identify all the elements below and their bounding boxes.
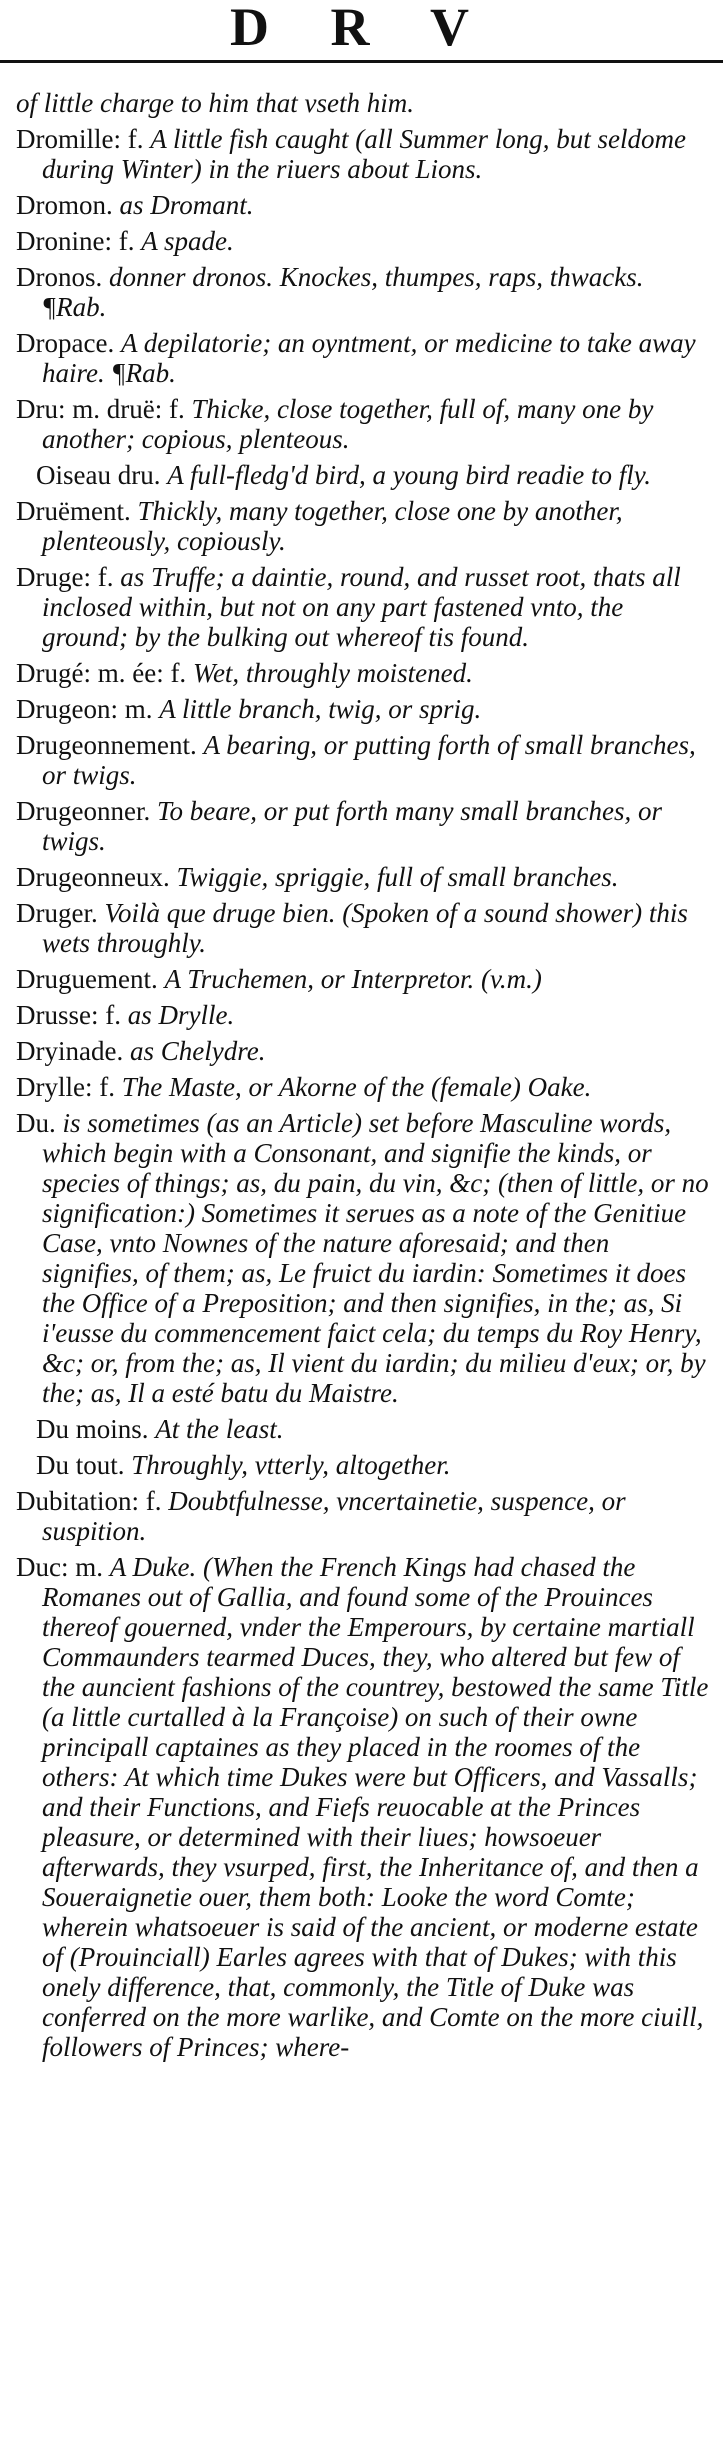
definition: Thicke, close together, full of, many one by another; copious, plenteous. xyxy=(42,394,654,454)
definition: Thickly, many together, close one by another, plenteously, copiously. xyxy=(42,496,623,556)
definition: is sometimes (as an Article) set before Masculine words, which begin with a Consonant, and signifie the kinds, or species of things; as, du pain, du vin, &c; (then of little, or no signification:) Sometimes it serues as a note of the Genitiue Case, vnto Nownes of the nature aforesaid; and then signifies, of them; as, Le fruict du iardin: Sometimes it does the Office of a Preposition; and then signifies, in the; as, Si i'eusse du commencement faict cela; du temps du Roy Henry, &c; or, from the; as, Il vient du iardin; du milieu d'eux; or, by the; as, Il a esté batu du Maistre. xyxy=(42,1108,709,1408)
definition: At the least. xyxy=(155,1414,284,1444)
definition: A Truchemen, or Interpretor. (v.m.) xyxy=(164,964,542,994)
headword: Duc: m. xyxy=(16,1552,103,1582)
headword: Dronine: f. xyxy=(16,226,135,256)
entry xyxy=(16,964,711,994)
entry xyxy=(16,658,711,688)
entry xyxy=(16,1552,711,2062)
entry xyxy=(16,328,711,388)
definition: as Dromant. xyxy=(119,190,254,220)
definition: To beare, or put forth many small branches, or twigs. xyxy=(42,796,662,856)
headword: Drugeon: m. xyxy=(16,694,153,724)
entry xyxy=(16,796,711,856)
definition: A little branch, twig, or sprig. xyxy=(159,694,482,724)
definition: of little charge to him that vseth him. xyxy=(16,88,414,118)
headword: Dru: m. druë: f. xyxy=(16,394,185,424)
definition: as Truffe; a daintie, round, and russet root, thats all inclosed within, but not on any part fastened vnto, the ground; by the bulking out whereof tis found. xyxy=(42,562,681,652)
entry xyxy=(16,88,711,118)
headword: Druge: f. xyxy=(16,562,114,592)
definition: A bearing, or putting forth of small branches, or twigs. xyxy=(42,730,696,790)
entry xyxy=(16,862,711,892)
definition: The Maste, or Akorne of the (female) Oake. xyxy=(121,1072,592,1102)
definition: Throughly, vtterly, altogether. xyxy=(131,1450,451,1480)
headword: Dryinade. xyxy=(16,1036,124,1066)
definition: as Chelydre. xyxy=(129,1036,266,1066)
entry xyxy=(16,226,711,256)
headword: Drylle: f. xyxy=(16,1072,115,1102)
headword: Dromon. xyxy=(16,190,113,220)
entry xyxy=(16,394,711,454)
headword: Drugeonnement. xyxy=(16,730,197,760)
headword: Drugeonner. xyxy=(16,796,151,826)
headword: Druguement. xyxy=(16,964,158,994)
headword: Oiseau dru. xyxy=(36,460,161,490)
entry xyxy=(16,1036,711,1066)
definition: Voilà que druge bien. (Spoken of a sound shower) this wets throughly. xyxy=(42,898,688,958)
headword: Dromille: f. xyxy=(16,124,144,154)
definition: A spade. xyxy=(141,226,234,256)
entry xyxy=(16,262,711,322)
entry xyxy=(16,496,711,556)
entry xyxy=(16,694,711,724)
entry xyxy=(16,190,711,220)
entry xyxy=(16,898,711,958)
entry xyxy=(16,1486,711,1546)
definition: Twiggie, spriggie, full of small branches. xyxy=(176,862,619,892)
sub-entry xyxy=(16,460,711,490)
definition: as Drylle. xyxy=(127,1000,235,1030)
running-head: D R V xyxy=(229,0,493,57)
sub-entry xyxy=(16,1450,711,1480)
entries-column xyxy=(16,88,711,2068)
sub-entry xyxy=(16,1414,711,1444)
headword: Druger. xyxy=(16,898,98,928)
page-header xyxy=(0,0,723,60)
entry xyxy=(16,1108,711,1408)
header-rule xyxy=(0,60,723,63)
headword: Du tout. xyxy=(36,1450,125,1480)
headword: Dronos. xyxy=(16,262,103,292)
definition: donner dronos. Knockes, thumpes, raps, thwacks. ¶Rab. xyxy=(42,262,644,322)
entry xyxy=(16,562,711,652)
definition: A depilatorie; an oyntment, or medicine to take away haire. ¶Rab. xyxy=(42,328,696,388)
definition: A full-fledg'd bird, a young bird readie to fly. xyxy=(167,460,651,490)
entry xyxy=(16,1000,711,1030)
headword: Drugeonneux. xyxy=(16,862,170,892)
headword: Dubitation: f. xyxy=(16,1486,162,1516)
entry xyxy=(16,730,711,790)
headword: Druëment. xyxy=(16,496,131,526)
definition: Wet, throughly moistened. xyxy=(192,658,473,688)
definition: Doubtfulnesse, vncertainetie, suspence, or suspition. xyxy=(42,1486,626,1546)
headword: Drusse: f. xyxy=(16,1000,121,1030)
headword: Du. xyxy=(16,1108,56,1138)
headword: Drugé: m. ée: f. xyxy=(16,658,187,688)
entry xyxy=(16,1072,711,1102)
definition: A little fish caught (all Summer long, but seldome during Winter) in the riuers about Lions. xyxy=(42,124,686,184)
definition: A Duke. (When the French Kings had chased the Romanes out of Gallia, and found some of the Prouinces thereof gouerned, vnder the Emperours, by certaine martiall Commaunders tearmed Duces, they, who altered but few of the auncient fashions of the countrey, bestowed the same Title (a little curtalled à la Françoise) on such of their owne principall captaines as they placed in the roomes of the others: At which time Dukes were but Officers, and Vassalls; and their Functions, and Fiefs reuocable at the Princes pleasure, or determined with their liues; howsoeuer afterwards, they vsurped, first, the Inheritance of, and then a Soueraignetie ouer, them both: Looke the word Comte; wherein whatsoeuer is said of the ancient, or moderne estate of (Prouinciall) Earles agrees with that of Dukes; with this onely difference, that, commonly, the Title of Duke was conferred on the more warlike, and Comte on the more ciuill, followers of Princes; where- xyxy=(42,1552,709,2062)
entry xyxy=(16,124,711,184)
headword: Dropace. xyxy=(16,328,115,358)
headword: Du moins. xyxy=(36,1414,149,1444)
